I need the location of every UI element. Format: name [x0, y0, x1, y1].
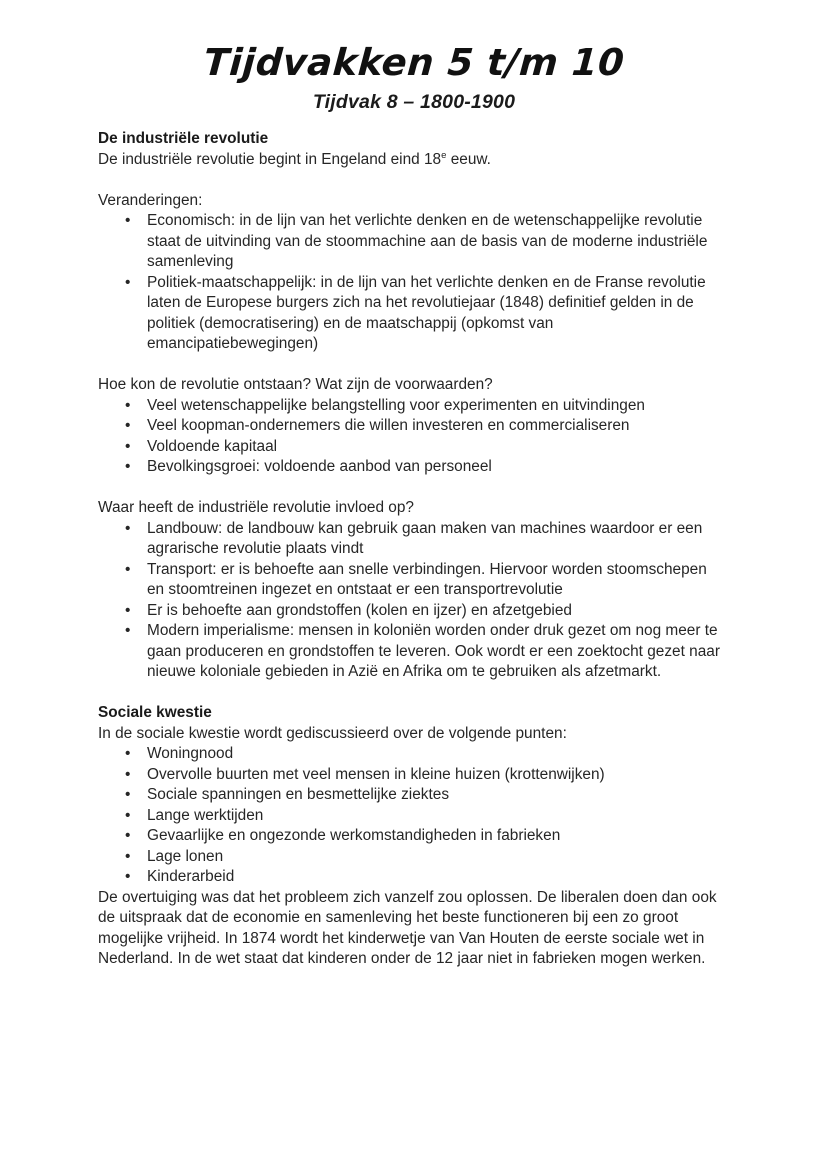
list-item-text: Modern imperialisme: mensen in koloniën worden onder druk gezet om nog meer te gaan produceren en grondstoffen te leveren. Ook wordt er een zoektocht gezet naar nieuwe koloniale gebieden in Azië en Afrika om te gebruiken als afzetmarkt.	[147, 622, 720, 680]
bullet-dot-icon: •	[125, 519, 131, 537]
lead-in-veranderingen: Veranderingen:	[98, 191, 203, 209]
spacer	[98, 355, 720, 376]
bullet-dot-icon: •	[125, 458, 131, 475]
intro-text-prefix: De industriële revolutie begint in Engeland eind 18	[98, 150, 442, 168]
list-item-text: Er is behoefte aan grondstoffen (kolen en ijzer) en afzetgebied	[147, 601, 572, 619]
bullet-dot-icon: •	[125, 560, 131, 578]
list-item	[98, 437, 720, 458]
list-item-text: Voldoende kapitaal	[147, 437, 278, 455]
list-item-text: Woningnood	[147, 745, 234, 762]
bullet-list-veranderingen	[98, 211, 720, 355]
bullet-dot-icon: •	[125, 437, 131, 455]
list-item	[98, 765, 720, 786]
list-item	[98, 867, 720, 888]
list-item	[98, 847, 720, 868]
list-item-text: Gevaarlijke en ongezonde werkomstandigheden in fabrieken	[147, 827, 561, 844]
list-item	[98, 744, 720, 765]
list-item	[98, 519, 720, 560]
list-item	[98, 416, 720, 437]
list-item-text: Veel koopman-ondernemers die willen investeren en commercialiseren	[147, 417, 630, 434]
list-item-text: Bevolkingsgroei: voldoende aanbod van personeel	[147, 458, 492, 475]
list-item-text: Transport: er is behoefte aan snelle verbindingen. Hiervoor worden stoomschepen en stoomtreinen ingezet en ontstaat er een transportrevolutie	[147, 560, 707, 598]
list-item	[98, 273, 720, 355]
list-item	[98, 621, 720, 683]
list-item	[98, 806, 720, 827]
bullet-dot-icon: •	[125, 273, 131, 291]
intro-text-suffix: eeuw.	[446, 150, 491, 168]
document-title: Tijdvakken 5 t/m 10	[202, 41, 626, 84]
bullet-dot-icon: •	[125, 847, 131, 865]
list-item	[98, 396, 720, 417]
spacer	[98, 683, 720, 704]
closing-paragraph-sociale-kwestie: De overtuiging was dat het probleem zich vanzelf zou oplossen. De liberalen doen dan ook de uitspraak dat de economie en samenleving het beste functioneren bij een zo groot mogelijke vrijheid. In 1874 wordt het kinderwetje van Van Houten de eerste sociale wet in Nederland. In de wet staat dat kinderen onder de 12 jaar niet in fabrieken mogen werken.	[98, 888, 717, 967]
bullet-dot-icon: •	[125, 212, 131, 229]
section-heading-industriele-revolutie: De industriële revolutie	[98, 130, 269, 147]
list-item	[98, 211, 720, 273]
document-subtitle: Tijdvak 8 – 1800-1900	[312, 91, 516, 114]
spacer	[98, 478, 720, 499]
list-item-text: Landbouw: de landbouw kan gebruik gaan maken van machines waardoor er een agrarische revolutie plaats vindt	[147, 519, 703, 557]
lead-in-invloed: Waar heeft de industriële revolutie invloed op?	[98, 499, 414, 516]
bullet-dot-icon: •	[125, 765, 131, 783]
bullet-dot-icon: •	[125, 622, 131, 639]
bullet-dot-icon: •	[125, 417, 131, 434]
list-item-text: Overvolle buurten met veel mensen in kleine huizen (krottenwijken)	[147, 765, 605, 783]
lead-in-sociale-kwestie: In de sociale kwestie wordt gediscussieerd over de volgende punten:	[98, 724, 567, 742]
document-body	[98, 129, 720, 970]
list-item	[98, 826, 720, 847]
list-item-text: Economisch: in de lijn van het verlichte denken en de wetenschappelijke revolutie staat de uitvinding van de stoommachine aan de basis van de moderne industriële samenleving	[147, 212, 708, 270]
list-item-text: Politiek-maatschappelijk: in de lijn van het verlichte denken en de Franse revolutie laten de Europese burgers zich na het revolutiejaar (1848) definitief gelden in de politiek (democratisering) en de maatschappij (opkomst van emancipatiebewegingen)	[147, 273, 706, 352]
bullet-dot-icon: •	[125, 806, 131, 824]
bullet-dot-icon: •	[125, 745, 131, 762]
bullet-dot-icon: •	[125, 786, 131, 803]
bullet-dot-icon: •	[125, 868, 131, 885]
bullet-dot-icon: •	[125, 396, 131, 414]
bullet-dot-icon: •	[125, 601, 131, 619]
bullet-list-invloed	[98, 519, 720, 683]
list-item	[98, 785, 720, 806]
list-item-text: Veel wetenschappelijke belangstelling voor experimenten en uitvindingen	[147, 396, 645, 414]
paragraph-intro-industriele-revolutie	[98, 150, 720, 171]
lead-in-voorwaarden: Hoe kon de revolutie ontstaan? Wat zijn de voorwaarden?	[98, 376, 493, 393]
document-header	[0, 0, 828, 114]
spacer	[98, 170, 720, 191]
list-item	[98, 457, 720, 478]
list-item-text: Lage lonen	[147, 847, 224, 865]
section-heading-sociale-kwestie: Sociale kwestie	[98, 704, 212, 721]
list-item	[98, 601, 720, 622]
list-item-text: Lange werktijden	[147, 806, 264, 824]
intro-superscript: e	[441, 149, 447, 161]
bullet-dot-icon: •	[125, 827, 131, 844]
list-item-text: Kinderarbeid	[147, 868, 235, 885]
list-item	[98, 560, 720, 601]
list-item-text: Sociale spanningen en besmettelijke ziektes	[147, 786, 450, 803]
bullet-list-sociale-kwestie	[98, 744, 720, 888]
bullet-list-voorwaarden	[98, 396, 720, 478]
